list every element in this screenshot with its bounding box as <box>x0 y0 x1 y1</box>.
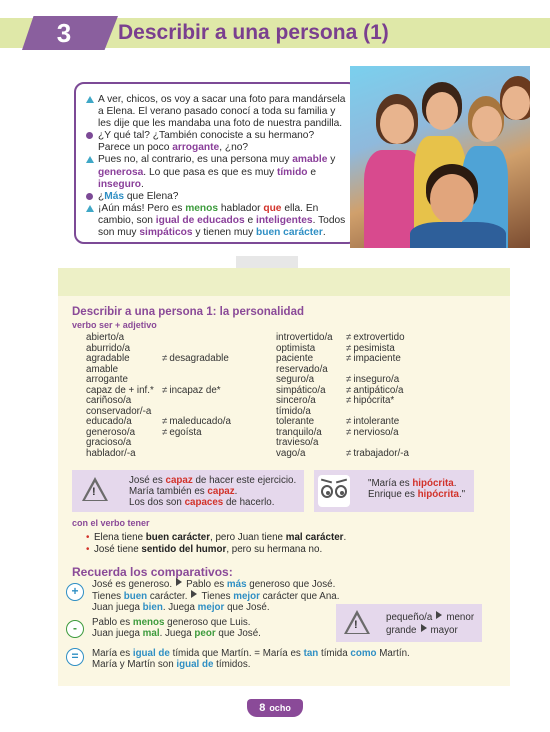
opposite-adjective: ≠ maleducado/a <box>162 416 231 427</box>
adjective: gracioso/a <box>86 437 132 448</box>
tener-item: • Elena tiene buen carácter, pero Juan tiene mal carácter. <box>86 532 346 544</box>
page-number-badge <box>247 699 303 717</box>
adjective: introvertido/a <box>276 332 333 343</box>
comparatives-more: José es generoso. Pablo es más generoso que José. Tienes buen carácter. Tienes mejor carácter que Ana. Juan juega bien. Juega mejor que José. <box>92 579 340 614</box>
note-capaz-text: José es capaz de hacer este ejercicio. María también es capaz. Los dos son capaces de hacerlo. <box>129 475 297 508</box>
opposites-col-1 <box>162 333 231 459</box>
group-photo <box>350 66 530 248</box>
speaker-dot-icon <box>86 193 93 200</box>
tener-item: • José tiene sentido del humor, pero su hermana no. <box>86 544 346 556</box>
adjective: hablador/-a <box>86 447 136 459</box>
dialogue-line: A ver, chicos, os voy a sacar una foto para mandársela a Elena. El verano pasado conocí a toda su familia y les dije que les mandaba una foto de nuestra pandilla. <box>86 94 346 130</box>
plus-symbol: + <box>66 583 84 601</box>
opposite-adjective: ≠ pesimista <box>346 342 395 354</box>
adjectives-col-1 <box>86 333 154 459</box>
opposite-adjective: ≠ nervioso/a <box>346 426 399 438</box>
not-equal-icon: ≠ <box>346 395 352 406</box>
tener-list <box>86 532 346 555</box>
note-irregular-comparatives: ! pequeño/a menor grande mayor <box>336 604 482 642</box>
not-equal-icon: ≠ <box>162 384 168 396</box>
adjectives-col-2 <box>276 333 333 459</box>
not-equal-icon: ≠ <box>346 374 352 385</box>
opposite-adjective: ≠ egoísta <box>162 426 202 438</box>
speaker-triangle-icon <box>86 156 94 163</box>
comparatives-less: Pablo es menos generoso que Luis. Juan juega mal. Juega peor que José. <box>92 617 261 640</box>
arrow-right-icon <box>191 590 197 598</box>
not-equal-icon: ≠ <box>346 447 352 459</box>
dialogue-line: ¡Aún más! Pero es menos hablador que ella. En cambio, son igual de educados e inteligentes. Todos son muy simpáticos y tienen muy buen carácter. <box>86 203 346 239</box>
adjective: capaz de + inf.* <box>86 384 154 396</box>
adjective: tímido/a <box>276 405 311 417</box>
adjective: reservado/a <box>276 363 328 375</box>
arrow-right-icon <box>436 611 442 619</box>
not-equal-icon: ≠ <box>162 353 168 364</box>
comparatives-title: Recuerda los comparativos: <box>72 565 233 579</box>
unit-number: 3 <box>56 18 72 48</box>
not-equal-icon: ≠ <box>346 353 352 364</box>
opposite-adjective: ≠ inseguro/a <box>346 374 400 385</box>
adjective: abierto/a <box>86 332 125 343</box>
opposite-adjective <box>162 449 231 460</box>
adjective: amable <box>86 363 119 375</box>
not-equal-icon: ≠ <box>346 426 352 438</box>
opposite-adjective: ≠ intolerante <box>346 416 400 427</box>
not-equal-icon: ≠ <box>162 416 168 427</box>
adjective: seguro/a <box>276 374 315 385</box>
adjective: simpático/a <box>276 384 326 396</box>
adjective: sincero/a <box>276 395 316 406</box>
adjective: educado/a <box>86 416 132 427</box>
dialogue-line: ¿Más que Elena? <box>86 191 346 203</box>
opposite-adjective <box>162 365 231 376</box>
grammar-subtitle-text: verbo ser + adjetivo <box>72 320 157 330</box>
note-hipocrita-text: "María es hipócrita. Enrique es hipócrita." <box>368 478 466 500</box>
opposite-adjective: ≠ incapaz de* <box>162 384 221 396</box>
not-equal-icon: ≠ <box>346 332 352 343</box>
page-title: Describir a una persona (1) <box>118 21 389 44</box>
opposite-adjective: ≠ desagradable <box>162 353 229 364</box>
note-hipocrita <box>314 470 474 512</box>
note-capaz: ! José es capaz de hacer este ejercicio. María también es capaz. Los dos son capaces de hacerlo. <box>72 470 304 512</box>
unit-header <box>0 18 550 48</box>
not-equal-icon: ≠ <box>346 384 352 396</box>
opposite-adjective: ≠ hipócrita* <box>346 395 395 406</box>
opposite-adjective: ≠ impaciente <box>346 353 401 364</box>
grammar-title: Describir a una persona 1: la personalidad <box>72 306 304 318</box>
adjective: vago/a <box>276 447 306 459</box>
adjective: tolerante <box>276 416 315 427</box>
note-irregular-text: pequeño/a menor grande mayor <box>386 612 475 636</box>
dialogue-line: ¿Y qué tal? ¿También conociste a su hermano? Parece un poco arrogante, ¿no? <box>86 130 346 154</box>
adjective: travieso/a <box>276 437 319 448</box>
dialogue-box <box>74 82 358 244</box>
speaker-triangle-icon <box>86 205 94 212</box>
adjective: generoso/a <box>86 426 136 438</box>
adjective: agradable <box>86 353 130 364</box>
opposite-adjective <box>162 333 231 344</box>
minus-symbol: - <box>66 620 84 638</box>
adjective: conservador/-a <box>86 405 152 417</box>
not-equal-icon: ≠ <box>346 342 352 354</box>
opposite-adjective <box>162 438 231 449</box>
speaker-triangle-icon <box>86 96 94 103</box>
grammar-subtitle <box>72 320 157 330</box>
opposite-adjective: ≠ antipático/a <box>346 384 404 396</box>
not-equal-icon: ≠ <box>162 426 168 438</box>
adjective: aburrido/a <box>86 342 131 354</box>
opposite-adjective <box>162 396 231 407</box>
speaker-dot-icon <box>86 132 93 139</box>
adjective: tranquilo/a <box>276 426 322 438</box>
not-equal-icon: ≠ <box>346 416 352 427</box>
opposite-adjective: ≠ extrovertido <box>346 332 405 343</box>
equal-symbol: = <box>66 648 84 666</box>
adjective: cariñoso/a <box>86 395 132 406</box>
tener-title: con el verbo tener <box>72 518 150 528</box>
dialogue-line: Pues no, al contrario, es una persona muy amable y generosa. Lo que pasa es que es muy tímido e inseguro. <box>86 154 346 190</box>
page-word: ocho <box>269 703 291 713</box>
arrow-right-icon <box>176 578 182 586</box>
opposites-col-2 <box>346 333 409 459</box>
comparatives-equal: María es igual de tímida que Martín. = María es tan tímida como Martín. María y Martín son igual de tímidos. <box>92 648 410 671</box>
eyes-icon <box>318 475 350 507</box>
arrow-right-icon <box>421 624 427 632</box>
adjective: arrogante <box>86 374 128 385</box>
page-number: 8 <box>259 702 266 714</box>
adjective: optimista <box>276 342 316 354</box>
opposite-adjective: ≠ trabajador/-a <box>346 447 409 459</box>
adjective: paciente <box>276 353 314 364</box>
